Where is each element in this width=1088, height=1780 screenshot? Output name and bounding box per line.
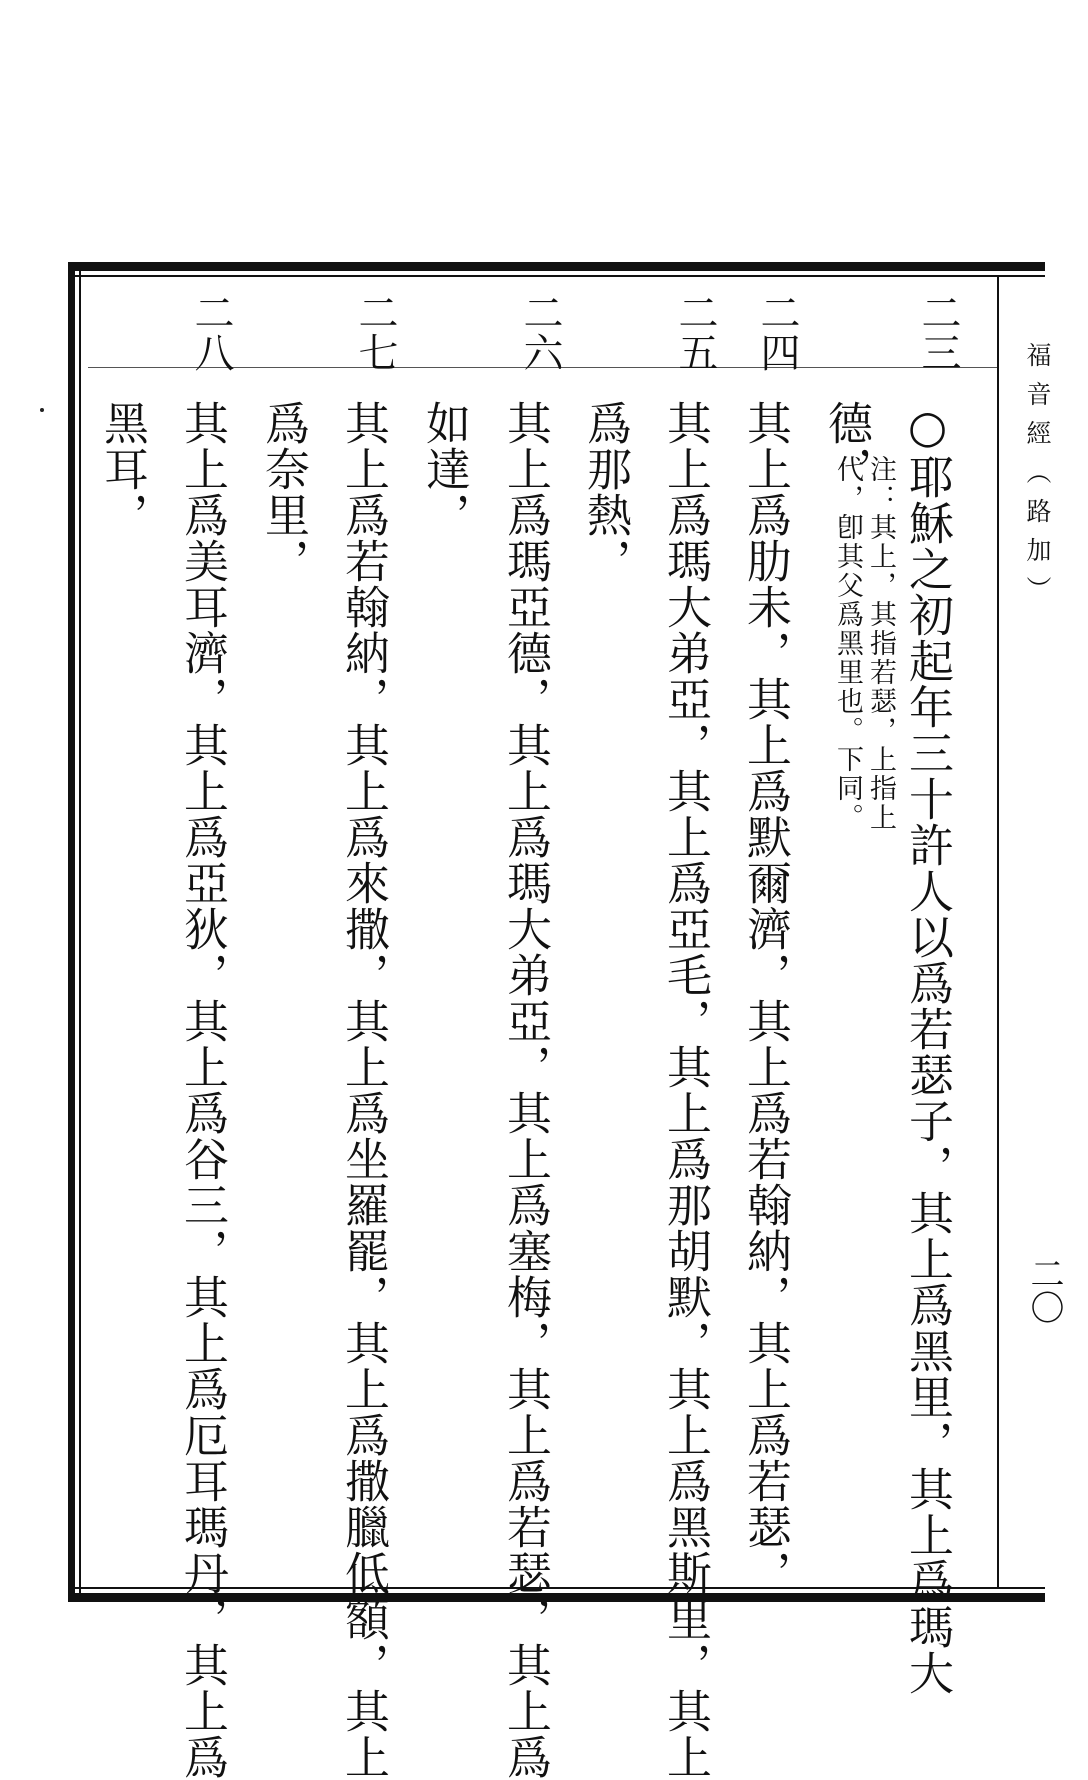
text-line-3: 其上爲肋未，其上爲默爾濟，其上爲若翰納，其上爲若瑟， — [739, 400, 792, 1596]
text-line-5: 爲那熱， — [579, 400, 632, 584]
verse-number-25: 二五 — [672, 292, 718, 372]
verse-number-26: 二六 — [517, 292, 563, 372]
verse-number-23: 二三 — [915, 292, 961, 372]
text-line-8: 其上爲若翰納，其上爲來撒，其上爲坐羅罷，其上爲撒臘低額，其上 — [337, 400, 390, 1780]
ink-speck — [40, 408, 44, 412]
text-line-2: 德， — [820, 400, 873, 492]
left-border-thick — [68, 262, 75, 1602]
text-line-9: 爲奈里， — [257, 400, 310, 584]
text-line-7: 如達， — [418, 400, 471, 538]
text-line-1: ○耶穌之初起年三十許人以爲若瑟子，其上爲黑里，其上爲瑪大 — [901, 400, 954, 1696]
left-border-thin — [79, 262, 81, 1602]
verse-number-27: 二七 — [352, 292, 398, 372]
verse-number-24: 二四 — [754, 292, 800, 372]
verse-number-28: 二八 — [188, 292, 234, 372]
note-line-2: 代，卽其父爲黑里也。下同。 — [832, 455, 863, 832]
page-number: 二〇 — [1024, 1256, 1064, 1324]
margin-divider — [997, 277, 999, 1587]
note-line-1: 注：其上，其指若瑟，上指上 — [865, 455, 896, 832]
text-line-11: 黑耳， — [96, 400, 149, 538]
text-line-10: 其上爲美耳濟，其上爲亞狄，其上爲谷三，其上爲厄耳瑪丹，其上爲 — [176, 400, 229, 1780]
top-border-thick — [68, 262, 1045, 271]
top-border-thin — [68, 275, 1045, 277]
text-line-4: 其上爲瑪大弟亞，其上爲亞毛，其上爲那胡默，其上爲黑斯里，其上 — [659, 400, 712, 1780]
running-title: 福音經（路加） — [1023, 342, 1052, 615]
text-line-6: 其上爲瑪亞德，其上爲瑪大弟亞，其上爲塞梅，其上爲若瑟，其上爲 — [499, 400, 552, 1780]
